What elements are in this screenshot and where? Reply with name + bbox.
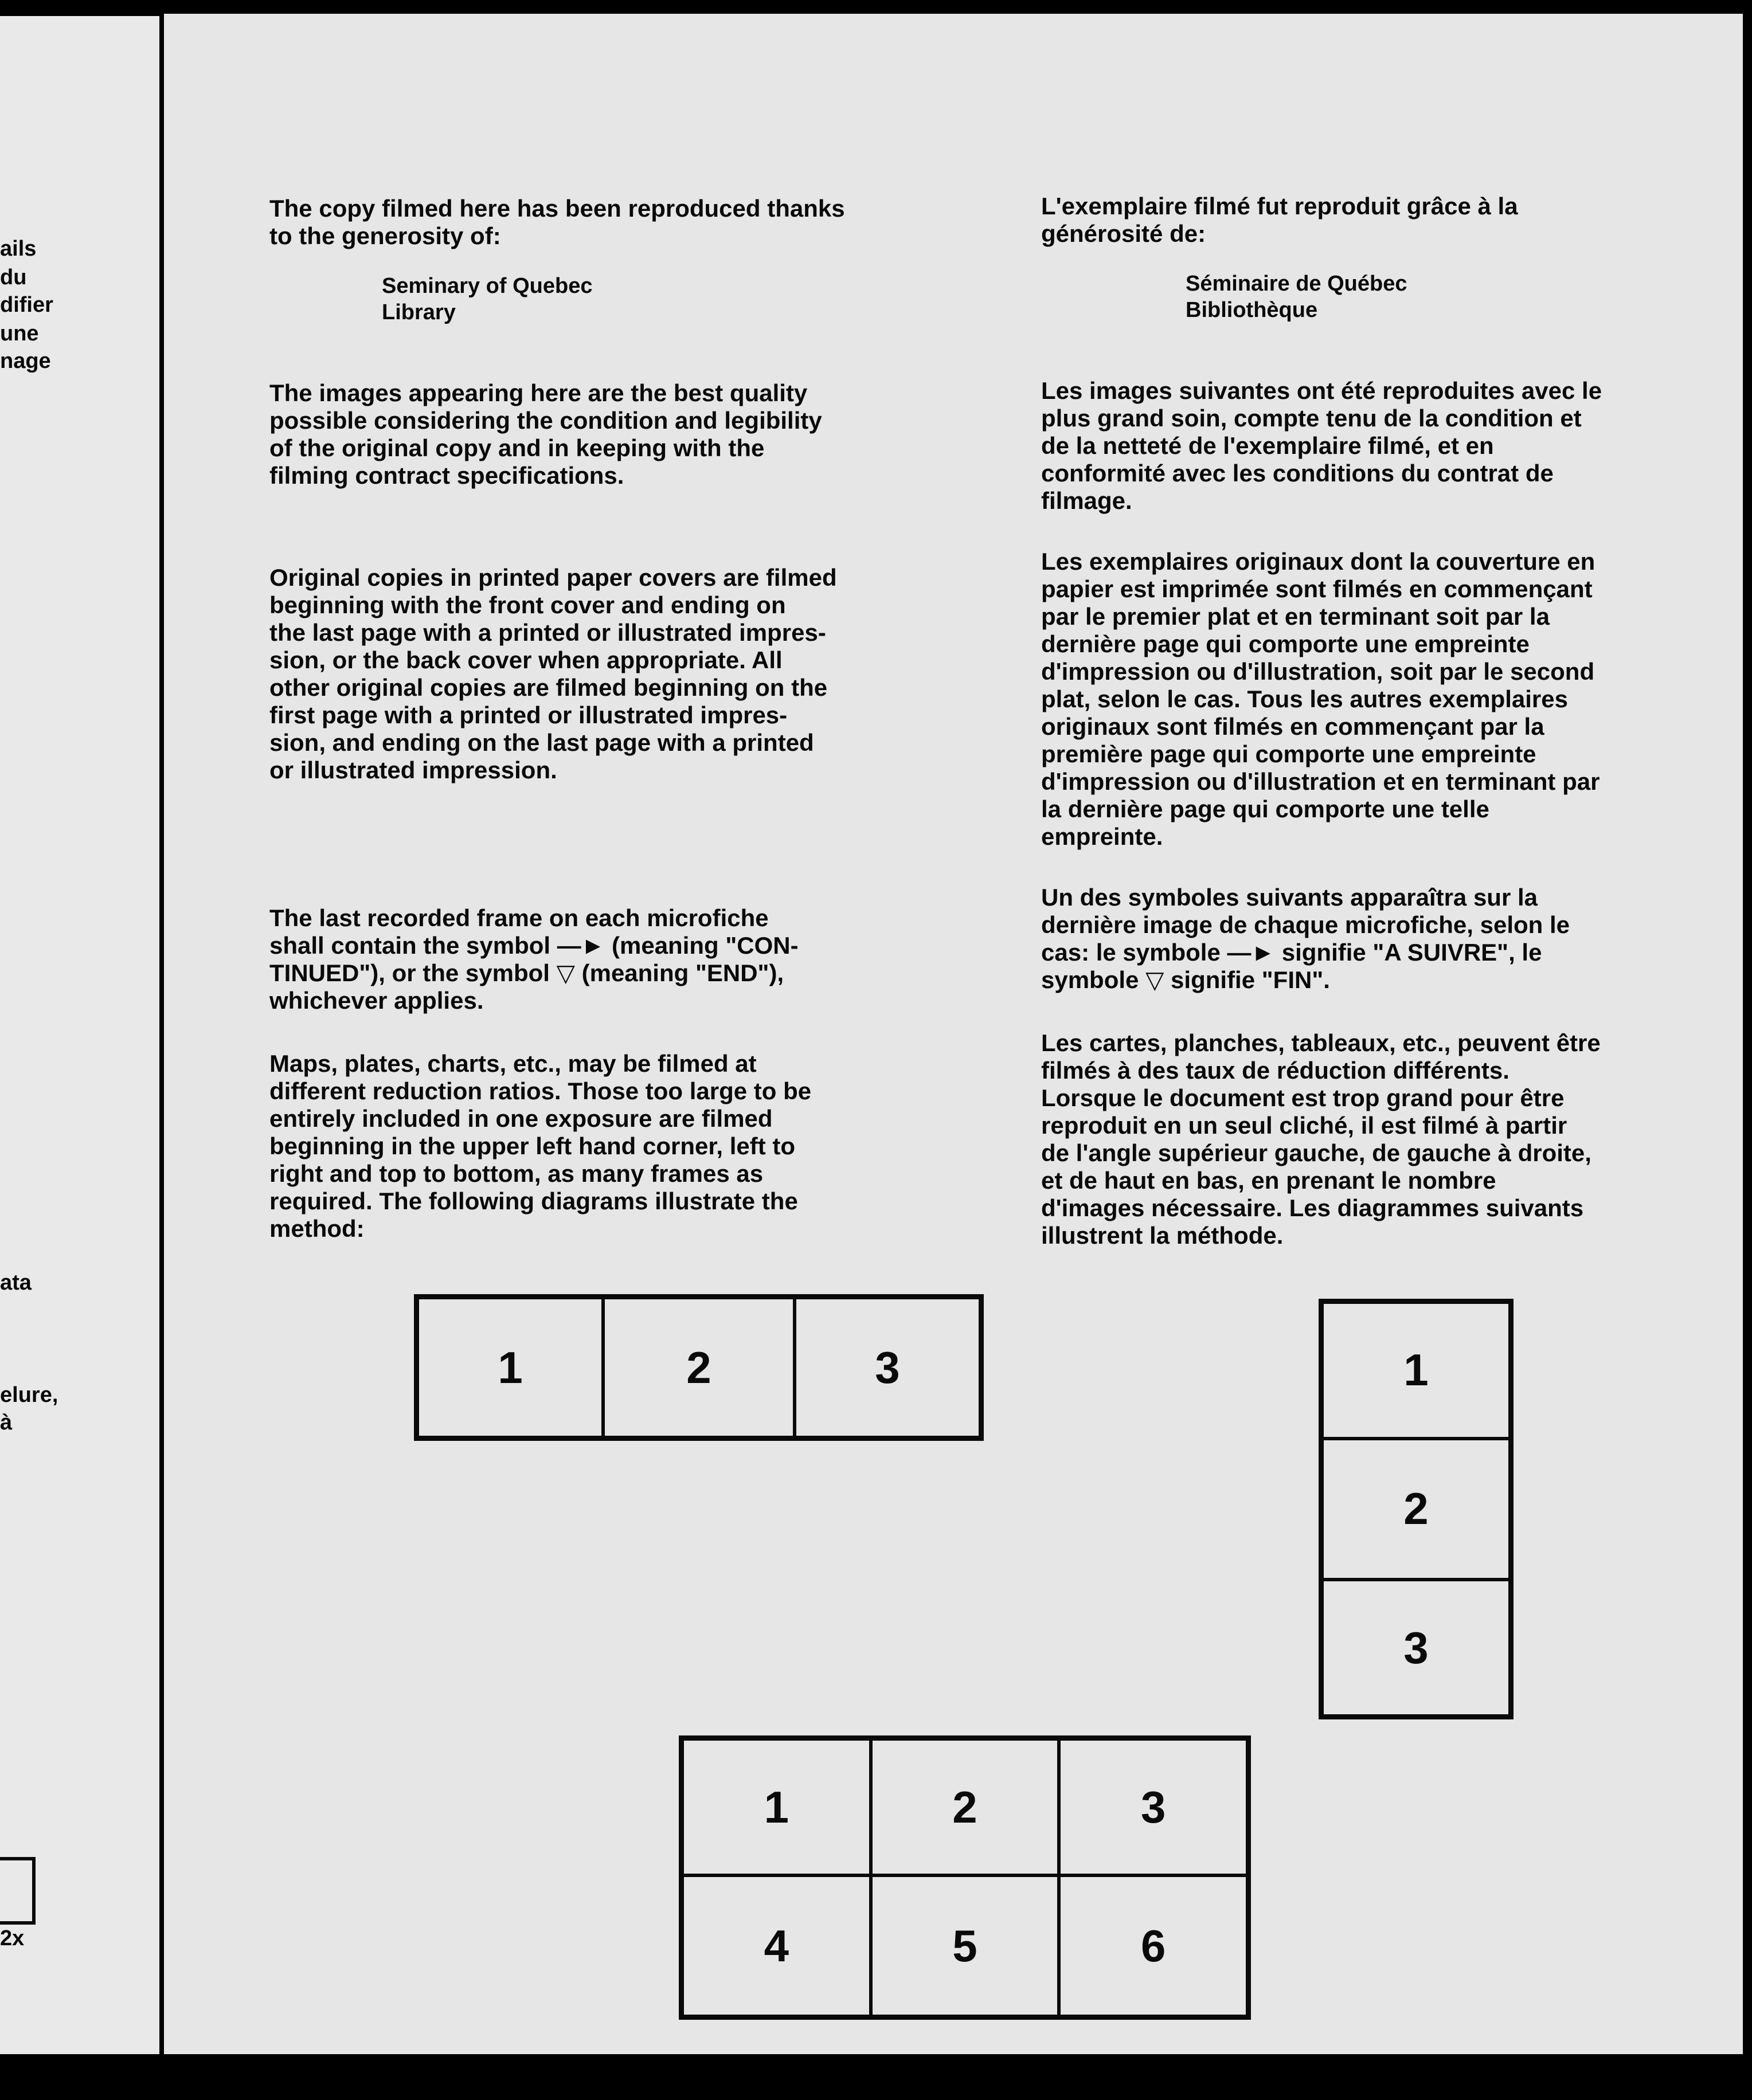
fr-symbols (1041, 884, 1735, 994)
frame-cell: 3 (795, 1298, 980, 1437)
fragment-text: nage (0, 349, 51, 373)
frame-cell: 3 (1322, 1580, 1510, 1716)
en-symbols-text-1: The last recorded frame on each microfiche shall contain the symbol (269, 904, 769, 959)
frame-cell: 3 (1059, 1739, 1247, 1875)
document-page (164, 14, 1743, 2054)
en-symbols-text-3: (meaning "END"), whichever applies. (269, 959, 784, 1014)
diagram-vertical (1319, 1299, 1514, 1719)
frame-cell: 6 (1059, 1875, 1247, 2016)
fr-symbols-text-2: signifie "A SUIVRE", le symbole (1041, 939, 1542, 993)
reduction-box (0, 1857, 36, 1925)
frame-cell: 4 (682, 1875, 871, 2016)
diagram-horizontal (414, 1294, 984, 1441)
en-maps: Maps, plates, charts, etc., may be filmed at different reduction ratios. Those too large to be entirely included in one exposure are filmed beginning in the upper left hand corner, left to right and top to bottom, as many frames as required. The following diagrams illustrate the method: (269, 1050, 812, 1242)
en-symbols-text-2: (meaning "CON- TINUED"), or the symbol (269, 932, 799, 986)
frame-cell: 1 (1322, 1302, 1510, 1439)
fr-maps: Les cartes, planches, tableaux, etc., peuvent être filmés à des taux de réduction différents. Lorsque le document est trop grand pour être reproduit en un seul cliché, il est filmé à partir de l'angle supérieur gauche, de gauche à droite, et de haut en bas, en prenant le nombre d'images nécessaire. Les diagrammes suivants illustrent la méthode. (1041, 1029, 1601, 1249)
fr-library: Séminaire de Québec Bibliothèque (1186, 272, 1407, 322)
frame-cell: 2 (1322, 1439, 1510, 1580)
en-intro: The copy filmed here has been reproduced thanks to the generosity of: (269, 195, 845, 249)
frame-cell: 1 (682, 1739, 871, 1875)
fr-symbols-text-3: signifie "FIN". (1164, 966, 1330, 993)
fragment-text: du (0, 265, 27, 289)
fragment-text: ata (0, 1271, 32, 1295)
fr-originals: Les exemplaires originaux dont la couverture en papier est imprimée sont filmés en commençant par le premier plat et en terminant soit par la dernière page qui comporte une empreinte d'impression ou d'illustration, soit par le second plat, selon le cas. Tous les autres exemplaires originaux sont filmés en commençant par la première page qui comporte une empreinte d'impression ou d'illustration et en terminant par la dernière page qui comporte une telle empreinte. (1041, 548, 1600, 850)
frame-cell: 5 (871, 1875, 1059, 2016)
frame-cell: 2 (871, 1739, 1059, 1875)
continued-arrow-icon: —► (1227, 939, 1276, 966)
frame-cell: 1 (417, 1298, 603, 1437)
fr-intro: L'exemplaire filmé fut reproduit grâce à la générosité de: (1041, 193, 1518, 247)
diagram-grid (679, 1735, 1251, 2020)
fr-quality: Les images suivantes ont été reproduites avec le plus grand soin, compte tenu de la condition et de la netteté de l'exemplaire filmé, et en conformité avec les conditions du contrat de filmage. (1041, 377, 1602, 514)
en-quality: The images appearing here are the best quality possible considering the condition and legibility of the original copy and in keeping with the filming contract specifications. (269, 379, 822, 489)
en-library: Seminary of Quebec Library (382, 274, 593, 324)
fragment-text: elure, (0, 1383, 58, 1407)
fragment-text: difier (0, 293, 53, 317)
en-originals: Original copies in printed paper covers are filmed beginning with the front cover and ending on the last page with a printed or illustrated impres- sion, or the back cover when appropriate. All other original copies are filmed beginning on the first page with a printed or illustrated impres- sion, and ending on the last page with a printed or illustrated impression. (269, 564, 837, 783)
english-column (269, 195, 957, 1243)
end-triangle-icon: ▽ (1145, 966, 1164, 993)
fr-symbols-text-1: Un des symboles suivants apparaîtra sur la dernière image de chaque microfiche, selon le cas: le symbole (1041, 884, 1570, 966)
en-symbols (269, 904, 957, 1014)
end-triangle-icon: ▽ (556, 959, 575, 986)
frame-cell: 2 (603, 1298, 795, 1437)
fragment-text: à (0, 1411, 13, 1435)
fragment-text: ails (0, 237, 37, 261)
fragment-text: une (0, 322, 39, 346)
french-column (1041, 193, 1735, 1249)
continued-arrow-icon: —► (557, 932, 605, 959)
reduction-label: 2x (0, 1926, 25, 1950)
adjacent-page-strip (0, 16, 159, 2054)
